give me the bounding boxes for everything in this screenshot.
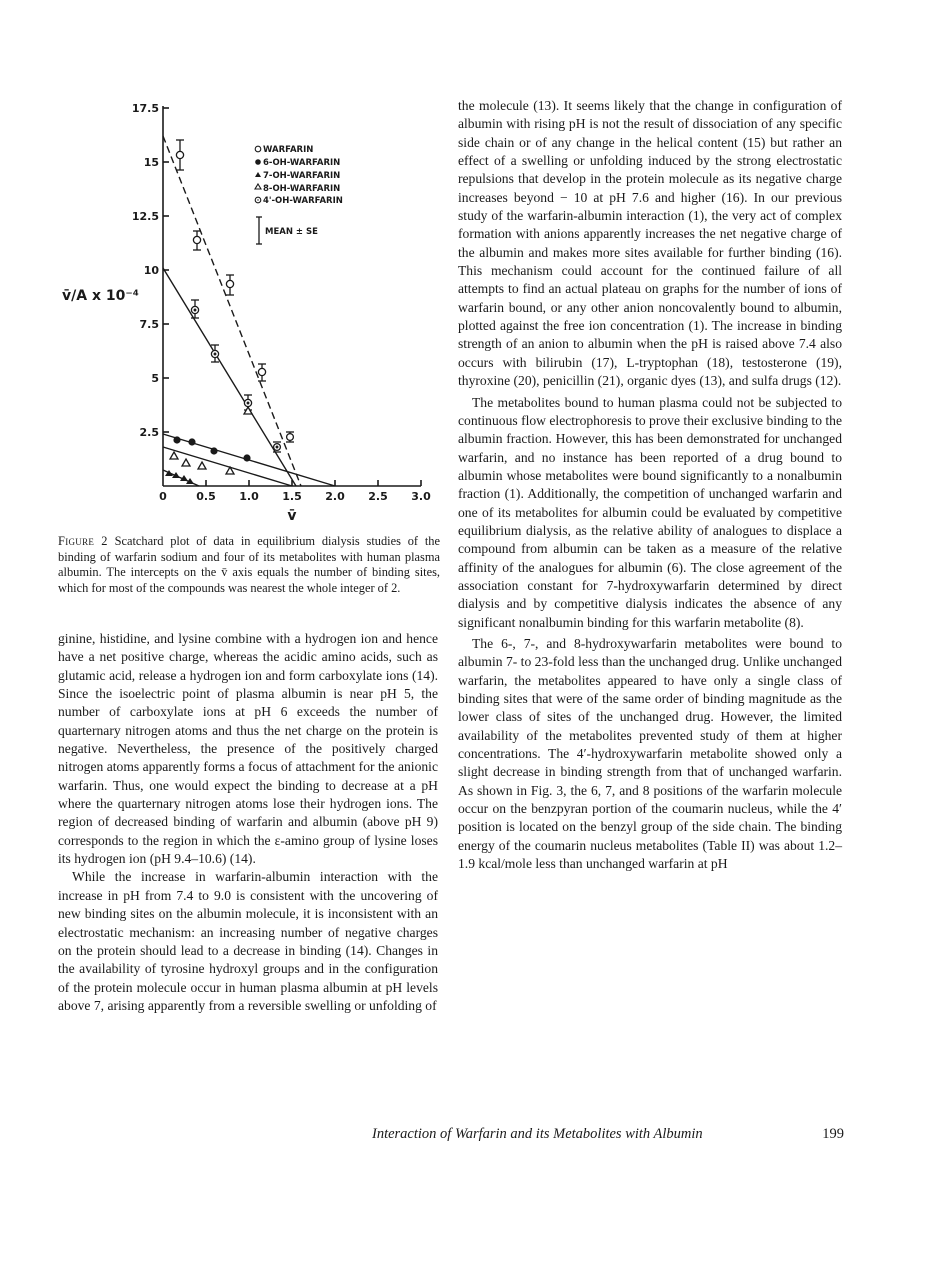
running-title: Interaction of Warfarin and its Metabolites with Albumin	[372, 1126, 703, 1142]
svg-text:0.5: 0.5	[196, 490, 216, 503]
svg-text:2.5: 2.5	[368, 490, 388, 503]
svg-text:WARFARIN: WARFARIN	[263, 145, 314, 155]
y-tick-label: 17.5	[131, 102, 159, 115]
svg-text:7-OH-WARFARIN: 7-OH-WARFARIN	[263, 171, 341, 181]
svg-text:6-OH-WARFARIN: 6-OH-WARFARIN	[263, 158, 341, 168]
y-axis-label: v̄/A x 10⁻⁴	[62, 288, 139, 304]
svg-text:7.5: 7.5	[139, 318, 159, 331]
figure-label: Figure 2	[58, 534, 108, 548]
svg-text:8-OH-WARFARIN: 8-OH-WARFARIN	[263, 184, 341, 194]
page-number: 199	[822, 1126, 844, 1142]
left-column	[58, 630, 438, 1015]
paragraph: ginine, histidine, and lysine combine with a hydrogen ion and hence have a net positive charge, whereas the acidic amino acids, such as glutamic acid, release a hydrogen ion and form carboxylate ions (14). Since the isoelectric point of plasma albumin is near pH 5, the number of carboxylate ions at pH 6 exceeds the number of quarternary nitrogen atoms and thus the net charge on the protein is negative. Nevertheless, the presence of the positively charged nitrogen atoms apparently forms a focus of attachment for the anionic warfarin. Thus, one would expect the binding to decrease at a pH where the quarternary nitrogen atoms lose their hydrogen ions. The region of decreased binding of warfarin and albumin (above pH 9) corresponds to the region in which the ε-amino group of lysine loses its hydrogen ion (pH 9.4–10.6) (14).	[58, 631, 438, 867]
legend	[255, 145, 343, 244]
figure-caption	[58, 534, 440, 596]
open-circle-icon	[255, 146, 261, 152]
page-footer	[372, 1126, 844, 1143]
svg-text:10: 10	[143, 264, 159, 277]
svg-text:1.0: 1.0	[239, 490, 259, 503]
x-axis-label: v̄	[287, 508, 297, 524]
svg-text:5: 5	[151, 372, 159, 385]
svg-text:15: 15	[143, 156, 159, 169]
paragraph: The metabolites bound to human plasma could not be subjected to continuous flow electrophoresis to prove their exclusive binding to the albumin fraction. However, this has been demonstrated for unchanged warfarin, and no instance has been reported of a drug bound to albumin whose metabolites were bound significantly to a nonalbumin fraction (1). Additionally, the competition of unchanged warfarin and one of its metabolites for albumin could be evaluated by competitive equilibrium dialysis, as the relative ability of analogues to displace a compound from albumin can be taken as a measure of the relative affinity of the analogues for albumin (6). The close agreement of the association constant for 7-hydroxywarfarin determined by direct dialysis and by competitive dialysis indicates the absence of any significant nonalbumin binding for this warfarin metabolite (8).	[458, 394, 842, 630]
paragraph: While the increase in warfarin-albumin interaction with the increase in pH from 7.4 to 9.0 is consistent with the uncovering of new binding sites on the albumin molecule, it is inconsistent with an electrostatic mechanism: an increasing number of negative charges on the protein should lead to a decrease in binding (14). Changes in the availability of tyrosine hydroxyl groups and in the configuration of the protein molecule occur in human plasma albumin at pH levels above 7, arising apparently from a reversible swelling or unfolding of	[58, 869, 438, 1013]
svg-text:3.0: 3.0	[411, 490, 431, 503]
caption-text: Scatchard plot of data in equilibrium dialysis studies of the binding of warfarin sodium and four of its metabolites with human plasma albumin. The intercepts on the v̄ axis equals the number of binding sites, which for most of the compounds was nearest the whole integer of 2.	[58, 534, 440, 595]
filled-circle-icon	[255, 159, 261, 165]
error-bar-icon	[256, 217, 262, 244]
paragraph: The 6-, 7-, and 8-hydroxywarfarin metabolites were bound to albumin 7- to 23-fold less than the unchanged drug. Unlike unchanged warfarin, the metabolites appeared to have only a single class of binding sites that were of the same order of binding magnitude as the lower class of sites of the unchanged drug. However, the limited availability of the metabolites prevented study of them at higher concentrations. The 4′-hydroxywarfarin metabolite showed only a slight decrease in binding strength from that of unchanged warfarin. As shown in Fig. 3, the 6, 7, and 8 positions of the warfarin molecule occur on the benzpyran portion of the coumarin nucleus, while the 4′ position is located on the benzyl group of the side chain. The binding energy of the coumarin nucleus metabolites (Table II) was about 1.2–1.9 kcal/mole less than unchanged warfarin at pH	[458, 635, 842, 872]
svg-text:1.5: 1.5	[282, 490, 302, 503]
scatchard-plot	[0, 0, 460, 530]
svg-text:2.5: 2.5	[139, 426, 159, 439]
svg-text:MEAN ± SE: MEAN ± SE	[265, 227, 318, 237]
open-triangle-icon	[255, 184, 261, 189]
svg-text:2.0: 2.0	[325, 490, 345, 503]
x-tick-label: 0	[159, 490, 167, 503]
filled-triangle-icon	[255, 172, 261, 177]
svg-text:12.5: 12.5	[131, 210, 159, 223]
right-column	[458, 97, 842, 873]
paragraph: the molecule (13). It seems likely that the change in configuration of albumin with rising pH is not the result of dissociation of any specific side chain or of any change in the helical content (15) but rather an effect of a swelling or unfolding induced by the strong electrostatic repulsions that develop in the protein molecule as its negative charge increases beyond − 10 at pH 7.6 and higher (16). In our previous study of the warfarin-albumin interaction (1), the very act of complex formation with anions apparently increases the net negative charge of the albumin and makes more sites available for further binding (16). This mechanism could account for the continued failure of all attempts to find an actual plateau on graphs for the number of ions of warfarin bound, or any other anion noncovalently bound to albumin, plotted against the free ion concentration (1). The increase in binding strength of an anion to albumin when the pH is raised above 7.4 also occurs with bilirubin (17), L-tryptophan (18), testosterone (19), thyroxine (20), penicillin (21), organic dyes (13), and sulfa drugs (12).	[458, 98, 842, 389]
svg-text:4'-OH-WARFARIN: 4'-OH-WARFARIN	[263, 196, 343, 206]
